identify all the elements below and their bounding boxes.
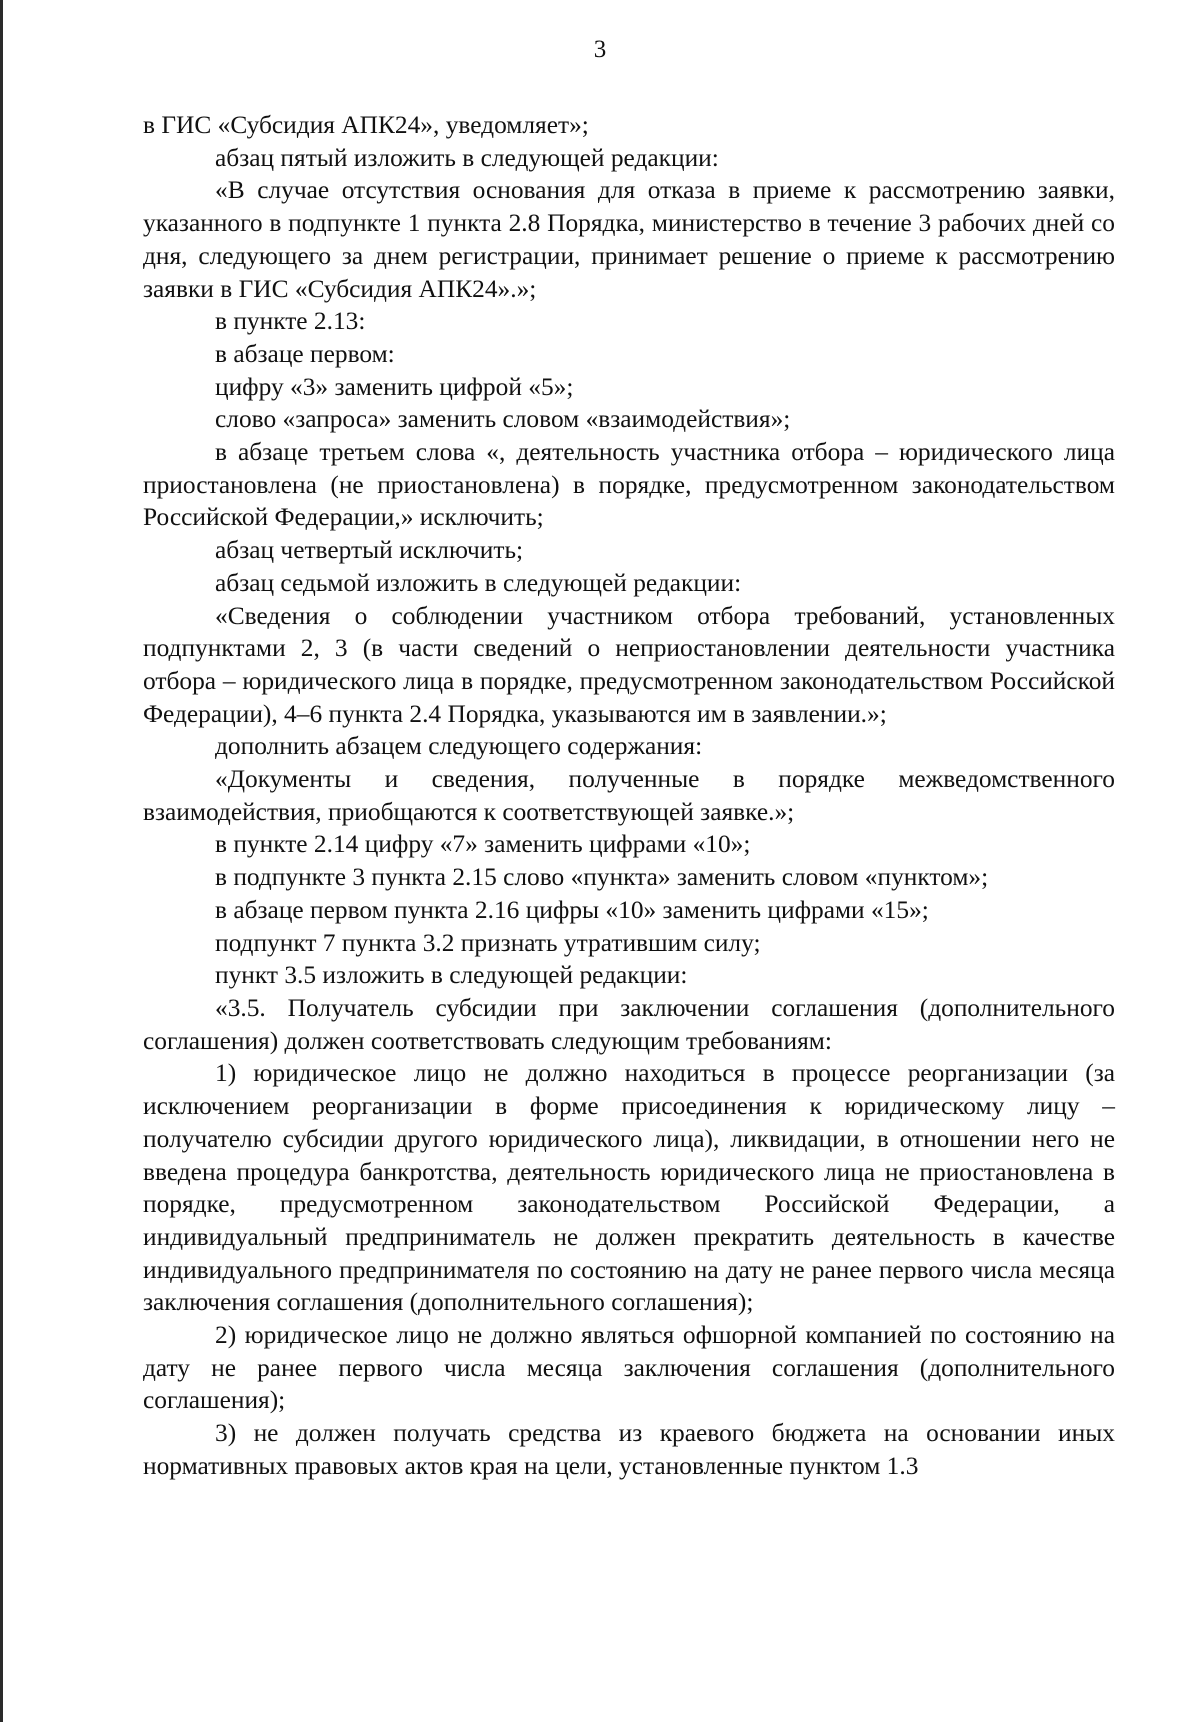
- paragraph: «Документы и сведения, полученные в порядке межведомственного взаимодействия, приобщаются к соответствующей заявке.»;: [143, 765, 1115, 826]
- paragraph: 3) не должен получать средства из краевого бюджета на основании иных нормативных правовых актов края на цели, установленные пунктом 1.3: [143, 1419, 1115, 1480]
- paragraph: «Сведения о соблюдении участником отбора требований, установленных подпунктами 2, 3 (в части сведений о неприостановлении деятельности участника отбора – юридического лица в порядке, предусмотренном законодательством Российской Федерации), 4–6 пункта 2.4 Порядка, указываются им в заявлении.»;: [143, 601, 1115, 728]
- document-body: [143, 109, 1115, 1483]
- paragraph: «3.5. Получатель субсидии при заключении соглашения (дополнительного соглашения) должен соответствовать следующим требованиям:: [143, 993, 1115, 1055]
- paragraph: абзац седьмой изложить в следующей редакции:: [215, 568, 742, 597]
- paragraph: цифру «3» заменить цифрой «5»;: [215, 372, 574, 401]
- paragraph: дополнить абзацем следующего содержания:: [215, 732, 703, 761]
- paragraph: в пункте 2.14 цифру «7» заменить цифрами «10»;: [215, 830, 751, 859]
- paragraph: 1) юридическое лицо не должно находиться в процессе реорганизации (за исключением реорганизации в форме присоединения к юридическому лицу – получателю субсидии другого юридического лица), ликвидации, в отношении него не введена процедура банкротства, деятельность юридического лица не приостановлена в порядке, предусмотренном законодательством Российской Федерации, а индивидуальный предприниматель не должен прекратить деятельность в качестве индивидуального предпринимателя по состоянию на дату не ранее первого числа месяца заключения соглашения (дополнительного соглашения);: [143, 1059, 1115, 1317]
- paragraph: абзац пятый изложить в следующей редакции:: [215, 143, 719, 172]
- paragraph: в ГИС «Субсидия АПК24», уведомляет»;: [143, 111, 589, 139]
- paragraph: пункт 3.5 изложить в следующей редакции:: [215, 961, 688, 990]
- paragraph: абзац четвертый исключить;: [215, 536, 524, 565]
- paragraph: подпункт 7 пункта 3.2 признать утратившим силу;: [215, 928, 761, 957]
- paragraph: в абзаце третьем слова «, деятельность участника отбора – юридического лица приостановлена (не приостановлена) в порядке, предусмотренном законодательством Российской Федерации,» исключить;: [143, 438, 1115, 532]
- paragraph: «В случае отсутствия основания для отказа в приеме к рассмотрению заявки, указанного в подпункте 1 пункта 2.8 Порядка, министерство в течение 3 рабочих дней со дня, следующего за днем регистрации, принимает решение о приеме к рассмотрению заявки в ГИС «Субсидия АПК24».»;: [143, 176, 1115, 303]
- paragraph: 2) юридическое лицо не должно являться офшорной компанией по состоянию на дату не ранее первого числа месяца заключения соглашения (дополнительного соглашения);: [143, 1321, 1115, 1415]
- paragraph: в абзаце первом пункта 2.16 цифры «10» заменить цифрами «15»;: [215, 895, 929, 924]
- paragraph: в пункте 2.13:: [215, 307, 366, 336]
- page-number: 3: [593, 36, 607, 63]
- paragraph: в абзаце первом:: [215, 339, 395, 368]
- paragraph: слово «запроса» заменить словом «взаимодействия»;: [215, 405, 791, 434]
- paragraph: в подпункте 3 пункта 2.15 слово «пункта» заменить словом «пунктом»;: [215, 863, 989, 892]
- scan-edge: [0, 0, 3, 1722]
